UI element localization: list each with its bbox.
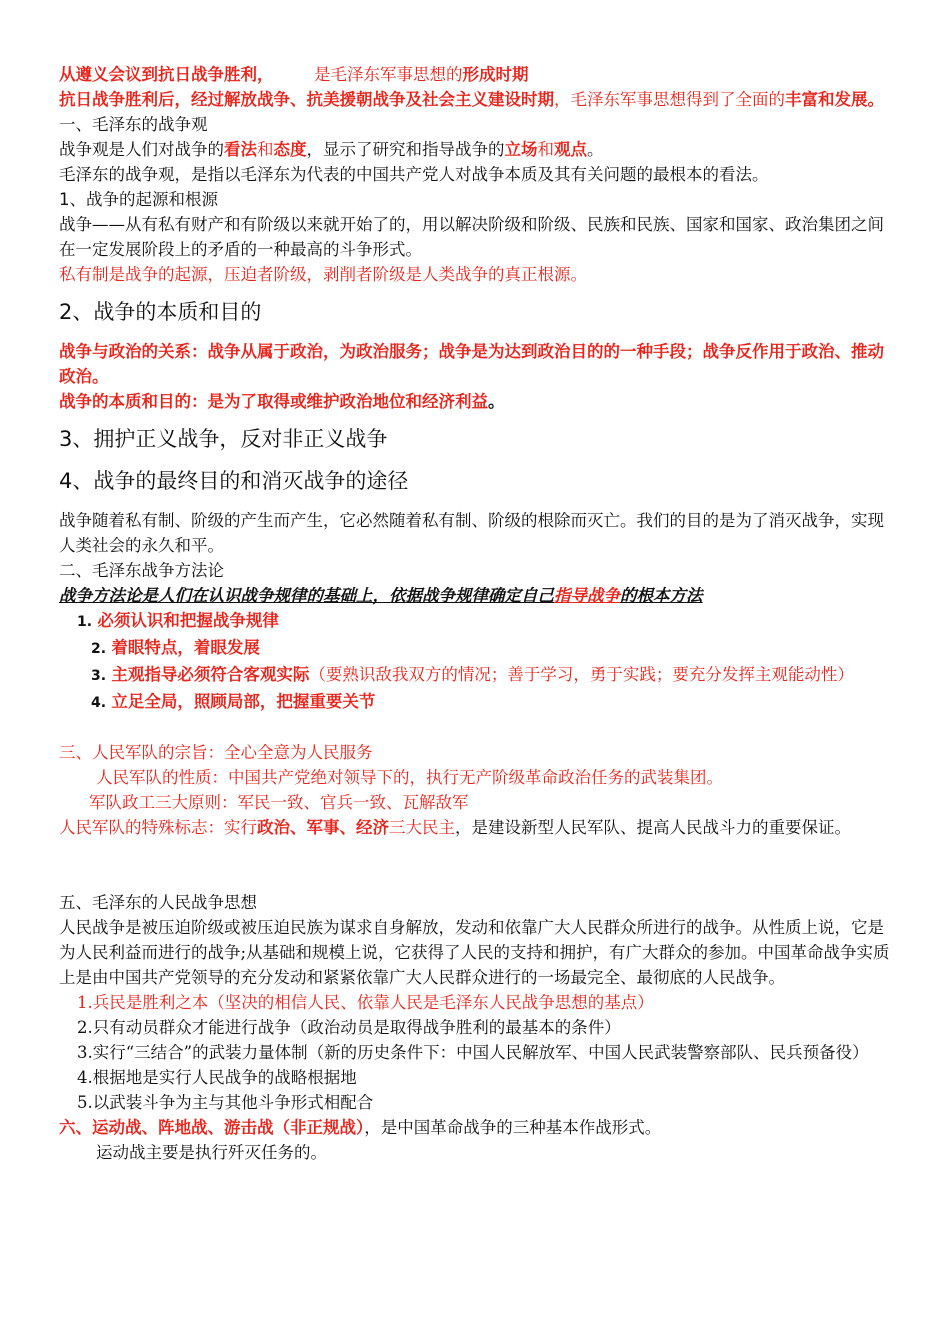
text: 看法	[224, 140, 257, 159]
text: ，是中国革命战争的三种基本作战形式。	[364, 1118, 662, 1137]
text: 丰富和发展。	[785, 90, 884, 109]
text: 主观指导必须符合客观实际	[111, 665, 310, 684]
item-number: 1.	[77, 614, 93, 630]
text: 三大民主	[389, 818, 455, 837]
line-political-work: 军队政工三大原则：军民一致、官兵一致、瓦解敌军	[89, 793, 469, 812]
subheading-3: 3、拥护正义战争，反对非正义战争	[59, 427, 388, 451]
text: 指导战争	[554, 586, 620, 605]
heading-section-1: 一、毛泽东的战争观	[59, 115, 208, 134]
line-mobile-war: 运动战主要是执行歼灭任务的。	[96, 1143, 327, 1162]
heading-section-3: 三、人民军队的宗旨：全心全意为人民服务	[59, 743, 373, 762]
line-methodology-def	[59, 583, 899, 608]
item-number: 4.	[77, 1068, 93, 1087]
text: ，毛泽东军事思想得到了全面的	[554, 90, 785, 109]
method-item-1	[59, 608, 899, 635]
text: 的根本方法	[620, 586, 703, 605]
text: 实行“三结合”的武装力量体制（新的历史条件下：中国人民解放军、中国人民武装警察部队、民兵预备役）	[92, 1043, 869, 1062]
text: 只有动员群众才能进行战争（政治动员是取得战争胜利的最基本的条件）	[92, 1018, 621, 1037]
paragraph-war-definition: 战争——从有私有财产和有阶级以来就开始了的，用以解决阶级和阶级、民族和民族、国家和国家、政治集团之间在一定发展阶段上的矛盾的一种最高的斗争形式。	[59, 215, 884, 259]
line-war-origin: 私有制是战争的起源，压迫者阶级，剥削者阶级是人类战争的真正根源。	[59, 265, 587, 284]
people-war-item-5	[59, 1090, 899, 1115]
text: 态度	[273, 140, 307, 159]
text: 形成时期	[462, 65, 529, 84]
item-number: 3.	[77, 1043, 93, 1062]
people-war-item-2	[59, 1015, 899, 1040]
item-number: 2.	[77, 1018, 93, 1037]
text: 人民军队的特殊标志：实行	[59, 818, 257, 837]
text: 和	[537, 140, 554, 159]
text: 战争的本质和目的：是为了取得或维护政治地位和经济利益	[59, 392, 488, 411]
text: 政治、军事、经济	[257, 818, 389, 837]
paragraph-end-of-war: 战争随着私有制、阶级的产生而产生，它必然随着私有制、阶级的根除而灭亡。我们的目的是为了消灭战争，实现人类社会的永久和平。	[59, 511, 884, 555]
people-war-item-4	[59, 1065, 899, 1090]
item-number: 1.	[77, 993, 93, 1012]
item-number: 3.	[91, 668, 107, 684]
text: 观点	[554, 140, 587, 159]
text: 。	[587, 140, 604, 159]
text: 立足全局，照顾局部，把握重要关节	[111, 692, 376, 711]
line-army-nature: 人民军队的性质：中国共产党绝对领导下的，执行无产阶级革命政治任务的武装集团。	[96, 768, 723, 787]
line-war-view-def	[59, 137, 899, 162]
text: 立场	[504, 140, 538, 159]
text: 是毛泽东军事思想的	[314, 65, 463, 84]
text: （要熟识敌我双方的情况；善于学习，勇于实践；要充分发挥主观能动性）	[309, 665, 854, 684]
text: 战争方法论是人们在认识战争规律的基础上，依据战争规律确定自己	[59, 586, 554, 605]
line-war-essence	[59, 389, 899, 414]
heading-section-5: 五、毛泽东的人民战争思想	[59, 893, 257, 912]
text: 从遵义会议到抗日战争胜利，	[59, 65, 274, 84]
people-war-item-3	[59, 1040, 899, 1065]
text: 六、运动战、阵地战、游击战（非正规战）	[59, 1118, 365, 1137]
heading-section-2: 二、毛泽东战争方法论	[59, 561, 224, 580]
text: ，显示了研究和指导战争的	[306, 140, 505, 159]
method-item-3	[59, 662, 899, 689]
spacer	[59, 840, 899, 890]
line-formation-period	[59, 62, 899, 87]
people-war-item-1	[59, 990, 899, 1015]
paragraph-army-mark	[59, 815, 899, 840]
text: ，是建设新型人民军队、提高人民战斗力的重要保证。	[455, 818, 851, 837]
item-number: 5.	[77, 1093, 93, 1112]
subheading-4: 4、战争的最终目的和消灭战争的途径	[59, 469, 409, 493]
line-development-period	[59, 87, 899, 112]
spacer	[59, 716, 899, 740]
text: 根据地是实行人民战争的战略根据地	[92, 1068, 357, 1087]
document-page	[59, 62, 899, 1165]
text: 兵民是胜利之本（坚决的相信人民、依靠人民是毛泽东人民战争思想的基点）	[92, 993, 654, 1012]
method-item-4	[59, 689, 899, 716]
line-mao-war-view: 毛泽东的战争观，是指以毛泽东为代表的中国共产党人对战争本质及其有关问题的最根本的看法。	[59, 165, 769, 184]
item-number: 4.	[91, 695, 107, 711]
item-number: 2.	[91, 641, 107, 657]
text: 抗日战争胜利后，经过解放战争、抗美援朝战争及社会主义建设时期	[59, 90, 554, 109]
text: 战争观是人们对战争的	[59, 140, 224, 159]
text: 和	[257, 140, 274, 159]
paragraph-war-politics: 战争与政治的关系：战争从属于政治，为政治服务；战争是为达到政治目的的一种手段；战争反作用于政治、推动政治。	[59, 342, 884, 386]
paragraph-people-war: 人民战争是被压迫阶级或被压迫民族为谋求自身解放，发动和依靠广大人民群众所进行的战争。从性质上说，它是为人民利益而进行的战争;从基础和规模上说，它获得了人民的支持和拥护，有广大群众的参加。中国革命战争实质上是由中国共产党领导的充分发动和紧紧依靠广大人民群众进行的一场最完全、最彻底的人民战争。	[59, 918, 890, 987]
heading-section-6	[59, 1115, 899, 1140]
text: 。	[488, 392, 505, 411]
method-item-2	[59, 635, 899, 662]
subheading-2: 2、战争的本质和目的	[59, 300, 262, 324]
text: 必须认识和把握战争规律	[97, 611, 279, 630]
subheading-1: 1、战争的起源和根源	[59, 190, 218, 209]
text: 着眼特点，着眼发展	[111, 638, 260, 657]
text: 以武装斗争为主与其他斗争形式相配合	[92, 1093, 374, 1112]
